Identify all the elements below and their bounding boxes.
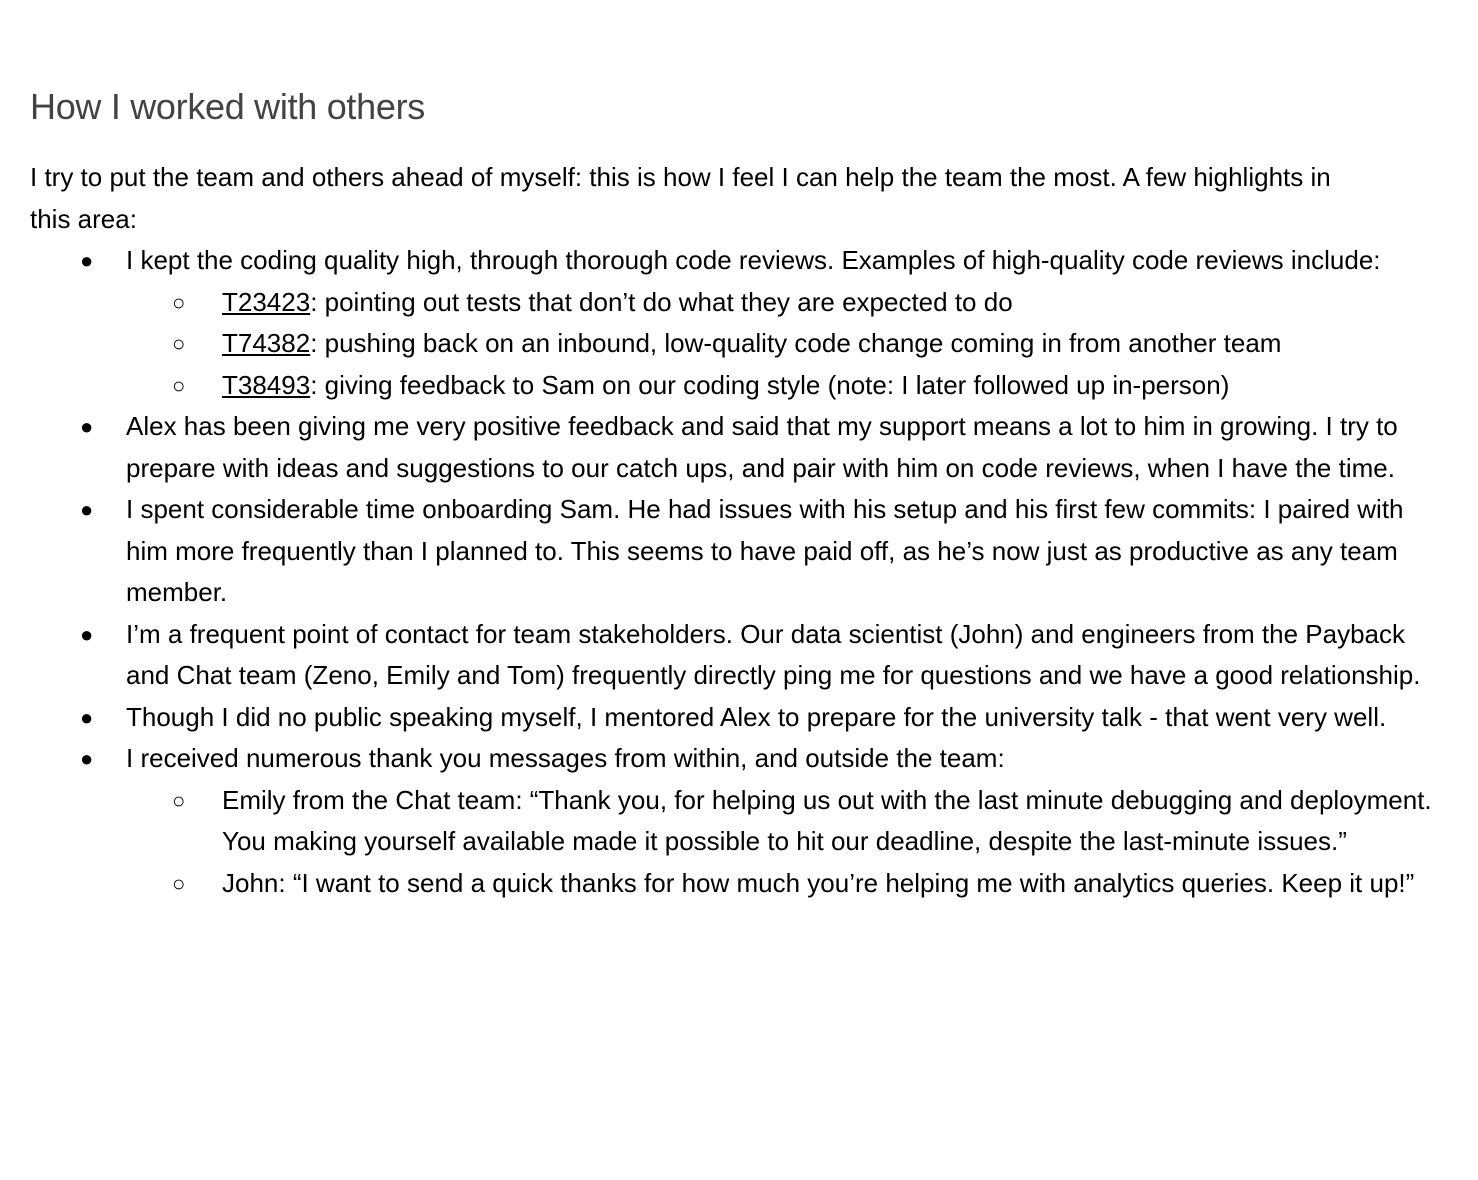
list-item-text: Though I did no public speaking myself, I mentored Alex to prepare for the university talk - that went very well. <box>126 701 1387 732</box>
list-item <box>30 738 1450 904</box>
hollow-bullet-icon: ○ <box>172 870 186 896</box>
bullet-icon: ● <box>80 497 94 522</box>
thanks-sublist <box>126 780 1450 905</box>
list-item <box>30 406 1450 489</box>
highlights-list <box>30 240 1450 904</box>
section-heading: How I worked with others <box>30 86 425 127</box>
list-item <box>30 489 1450 614</box>
list-item-text: Alex has been giving me very positive feedback and said that my support means a lot to him in growing. I try to prepare with ideas and suggestions to our catch ups, and pair with him on code reviews, when I have the time. <box>126 411 1398 483</box>
sublist-item <box>126 365 1450 407</box>
list-item-text: I kept the coding quality high, through thorough code reviews. Examples of high-quality code reviews include: <box>126 245 1381 275</box>
list-item-text: I received numerous thank you messages from within, and outside the team: <box>126 743 1005 773</box>
sublist-item <box>126 323 1450 365</box>
list-item <box>30 697 1450 739</box>
bullet-icon: ● <box>80 621 94 647</box>
list-item-text: I spent considerable time onboarding Sam. He had issues with his setup and his first few commits: I paired with him more frequently than I planned to. This seems to have paid off, as he’s now just as productive as any team member. <box>126 494 1404 607</box>
sublist-item <box>126 780 1450 863</box>
sublist-item <box>126 863 1450 905</box>
quote-text: Emily from the Chat team: “Thank you, for helping us out with the last minute debugging and deployment. You making yourself available made it possible to hit our deadline, despite the last-minute issues.” <box>222 784 1432 856</box>
hollow-bullet-icon: ○ <box>172 331 186 356</box>
intro-paragraph: I try to put the team and others ahead of myself: this is how I feel I can help the team the most. A few highlights in this area: <box>30 162 1331 234</box>
document-body <box>30 84 1450 904</box>
list-item-text: I’m a frequent point of contact for team stakeholders. Our data scientist (John) and engineers from the Payback and Chat team (Zeno, Emily and Tom) frequently directly ping me for questions and we have a good relationship. <box>126 618 1421 690</box>
hollow-bullet-icon: ○ <box>172 372 186 398</box>
ticket-link-t38493[interactable]: T38493 <box>222 369 311 400</box>
ticket-link-t23423[interactable]: T23423 <box>222 286 311 317</box>
quote-text: John: “I want to send a quick thanks for how much you’re helping me with analytics queries. Keep it up!” <box>222 867 1415 898</box>
code-review-sublist <box>126 282 1450 407</box>
hollow-bullet-icon: ○ <box>172 289 186 315</box>
hollow-bullet-icon: ○ <box>172 787 186 813</box>
sublist-item-text: : pointing out tests that don’t do what they are expected to do <box>310 286 1013 317</box>
list-item <box>30 240 1450 406</box>
sublist-item-text: : giving feedback to Sam on our coding style (note: I later followed up in-person) <box>310 369 1230 400</box>
ticket-link-t74382[interactable]: T74382 <box>222 328 311 358</box>
sublist-item <box>126 282 1450 324</box>
sublist-item-text: : pushing back on an inbound, low-quality code change coming in from another team <box>310 328 1282 358</box>
bullet-icon: ● <box>80 414 94 439</box>
bullet-icon: ● <box>80 248 94 273</box>
bullet-icon: ● <box>80 704 94 730</box>
list-item <box>30 614 1450 697</box>
bullet-icon: ● <box>80 746 94 771</box>
